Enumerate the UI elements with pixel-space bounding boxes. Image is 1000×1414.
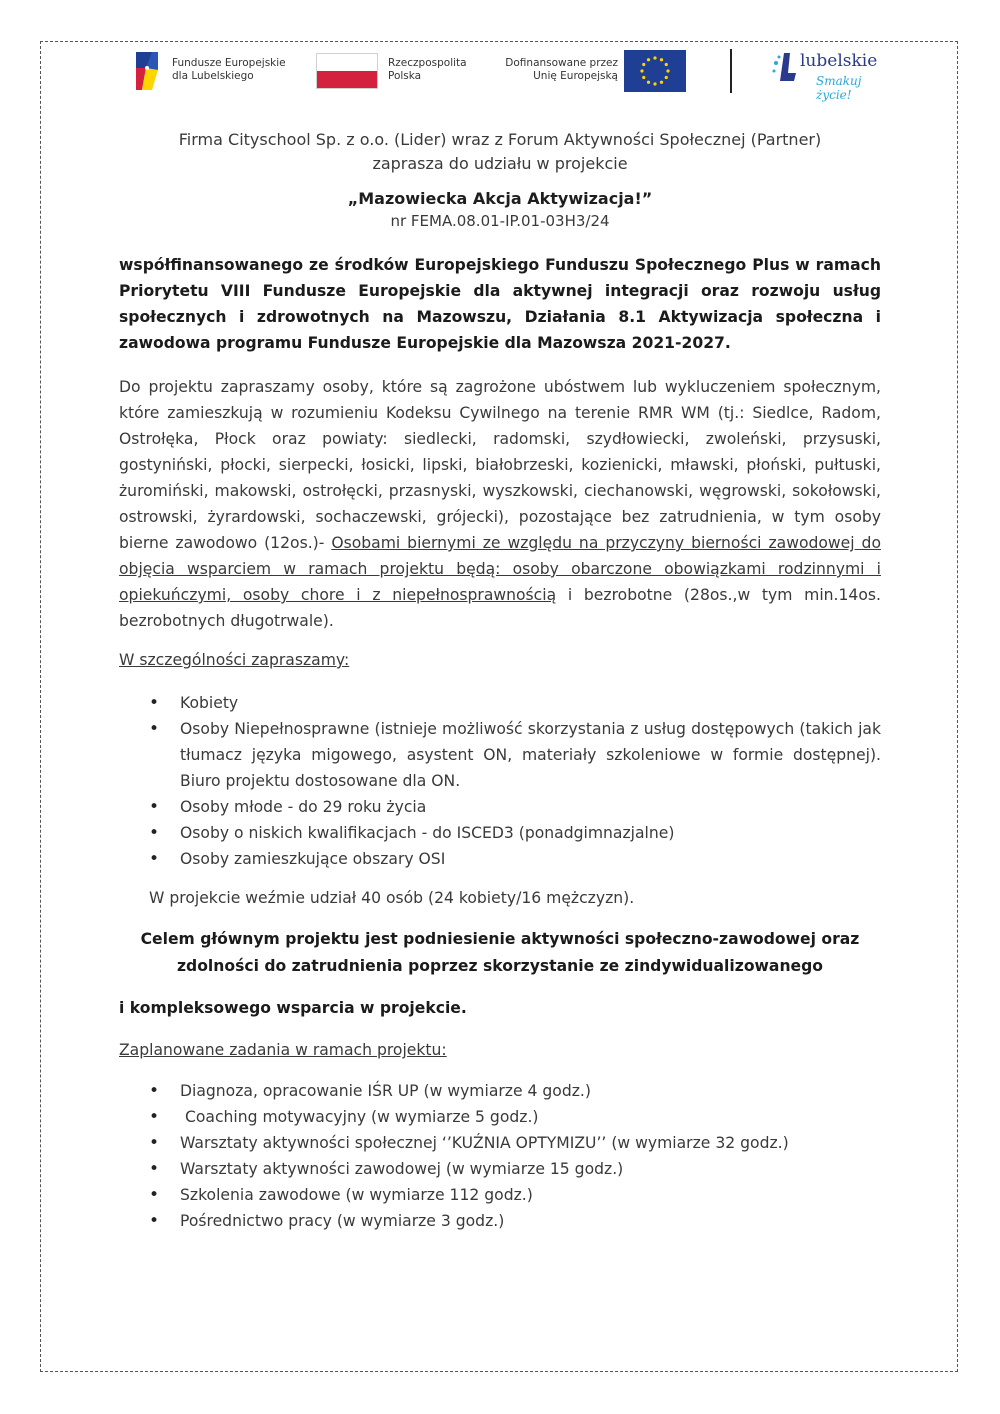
rp-logo-line2: Polska [388, 70, 422, 82]
project-title: „Mazowiecka Akcja Aktywizacja!” [347, 189, 653, 208]
eu-flag-icon [624, 50, 686, 92]
rp-logo-text [388, 57, 467, 83]
eu-star [640, 69, 643, 72]
poland-flag-icon [316, 53, 378, 89]
eligibility-text-2: i bezrobotne (28os.,w tym min.14os. bezrobotnych długotrwale). [119, 586, 881, 630]
list-item: • Warsztaty aktywności zawodowej (w wymiarze 15 godz.) [149, 1156, 881, 1182]
eu-logo-line2: Unię Europejską [533, 70, 618, 82]
goal-line2: zdolności do zatrudnienia poprzez skorzystanie ze zindywidualizowanego [176, 957, 824, 975]
eligibility-text-1: Do projektu zapraszamy osoby, które są zagrożone ubóstwem lub wykluczeniem społecznym, które zamieszkują w rozumieniu Kodeksu Cywilnego na terenie RMR WM (tj.: Siedlce, Radom, Ostrołęka, Płock oraz powiaty: siedlecki, radomski, szydłowiecki, zwoleński, przysuski, gostyniński, płocki, sierpecki, łosicki, lipski, białobrzeski, kozienicki, mławski, płoński, pułtuski, żuromiński, makowski, ostrołęcki, przasnyski, wyszkowski, ciechanowski, węgrowski, sokołowski, ostrowski, żyrardowski, sochaczewski, grójecki), pozostające bez zatrudnienia, w tym osoby bierne zawodowo (12os.)- [119, 378, 881, 552]
list-item: • Pośrednictwo pracy (w wymiarze 3 godz.) [149, 1208, 881, 1234]
fe-logo-line2: dla Lubelskiego [172, 70, 254, 82]
list-item: • Szkolenia zawodowe (w wymiarze 112 godz.) [149, 1182, 881, 1208]
eu-star [647, 81, 650, 84]
lubelskie-mark-icon [770, 49, 800, 89]
goal-block [119, 926, 881, 980]
eu-star [653, 56, 656, 59]
cofinancing-paragraph: współfinansowanego ze środków Europejskiego Funduszu Społecznego Plus w ramach Priorytetu VIII Fundusze Europejskie dla aktywnej integracji oraz rozwoju usług społecznych i zdrowotnych na Mazowszu, Działania 8.1 Aktywizacja społeczna i zawodowa programu Fundusze Europejskie dla Mazowsza 2021-2027. [119, 256, 881, 352]
project-number: nr FEMA.08.01-IP.01-03H3/24 [390, 212, 610, 230]
intro [119, 128, 881, 176]
eu-star [642, 76, 645, 79]
special-heading: W szczególności zapraszamy: [119, 651, 350, 669]
list-item: • Osoby zamieszkujące obszary OSI [149, 846, 881, 872]
eu-star [660, 81, 663, 84]
list-item: • Osoby Niepełnosprawne (istnieje możliwość skorzystania z usług dostępowych (takich jak tłumacz języka migowego, asystent ON, materiały szkoleniowe w formie dostępnej). Biuro projektu dostosowane dla ON. [149, 716, 881, 794]
list-item: • Osoby młode - do 29 roku życia [149, 794, 881, 820]
participants-summary: W projekcie weźmie udział 40 osób (24 kobiety/16 mężczyzn). [149, 889, 635, 907]
eu-star [642, 63, 645, 66]
list-item: • Osoby o niskich kwalifikacjach - do ISCED3 (ponadgimnazjalne) [149, 820, 881, 846]
tasks-heading: Zaplanowane zadania w ramach projektu: [119, 1041, 447, 1059]
lubelskie-logo-name: lubelskie [800, 51, 878, 71]
rp-logo-line1: Rzeczpospolita [388, 57, 467, 69]
eu-logo-line1: Dofinansowane przez [505, 57, 618, 69]
eu-star [666, 69, 669, 72]
eu-star [665, 63, 668, 66]
list-item: • Diagnoza, opracowanie IŚR UP (w wymiarze 4 godz.) [149, 1078, 881, 1104]
fundusze-europejskie-icon [134, 48, 164, 92]
eu-star [647, 58, 650, 61]
goal-line3: i kompleksowego wsparcia w projekcie. [119, 999, 467, 1017]
eu-star [653, 82, 656, 85]
tasks-list [119, 1078, 881, 1234]
eu-logo-text [496, 57, 618, 83]
intro-line2: zaprasza do udziału w projekcie [372, 154, 628, 173]
fe-logo-line1: Fundusze Europejskie [172, 57, 286, 69]
list-item: • Coaching motywacyjny (w wymiarze 5 godz.) [149, 1104, 881, 1130]
eu-star [660, 58, 663, 61]
eligibility-paragraph [119, 374, 881, 634]
special-list [119, 690, 881, 872]
list-item: • Kobiety [149, 690, 881, 716]
lubelskie-logo-slogan: Smakuj życie! [816, 74, 862, 102]
logo-separator [730, 49, 732, 93]
intro-line1: Firma Cityschool Sp. z o.o. (Lider) wraz z Forum Aktywności Społecznej (Partner) [178, 130, 822, 149]
eu-star [665, 76, 668, 79]
goal-line1: Celem głównym projektu jest podniesienie aktywności społeczno-zawodowej oraz [140, 930, 860, 948]
logo-bar [120, 41, 900, 111]
document-content [119, 128, 881, 1234]
eligibility-underlined-text: Osobami biernymi ze względu na przyczyny bierności zawodowej do objęcia wsparciem w ramach projektu będą: osoby obarczone obowiązkami rodzinnymi i opiekuńczymi, osoby chore i z niepełnosprawnością [119, 534, 881, 604]
fe-logo-text [172, 57, 286, 83]
list-item: • Warsztaty aktywności społecznej ‘’KUŹNIA OPTYMIZU’’ (w wymiarze 32 godz.) [149, 1130, 881, 1156]
